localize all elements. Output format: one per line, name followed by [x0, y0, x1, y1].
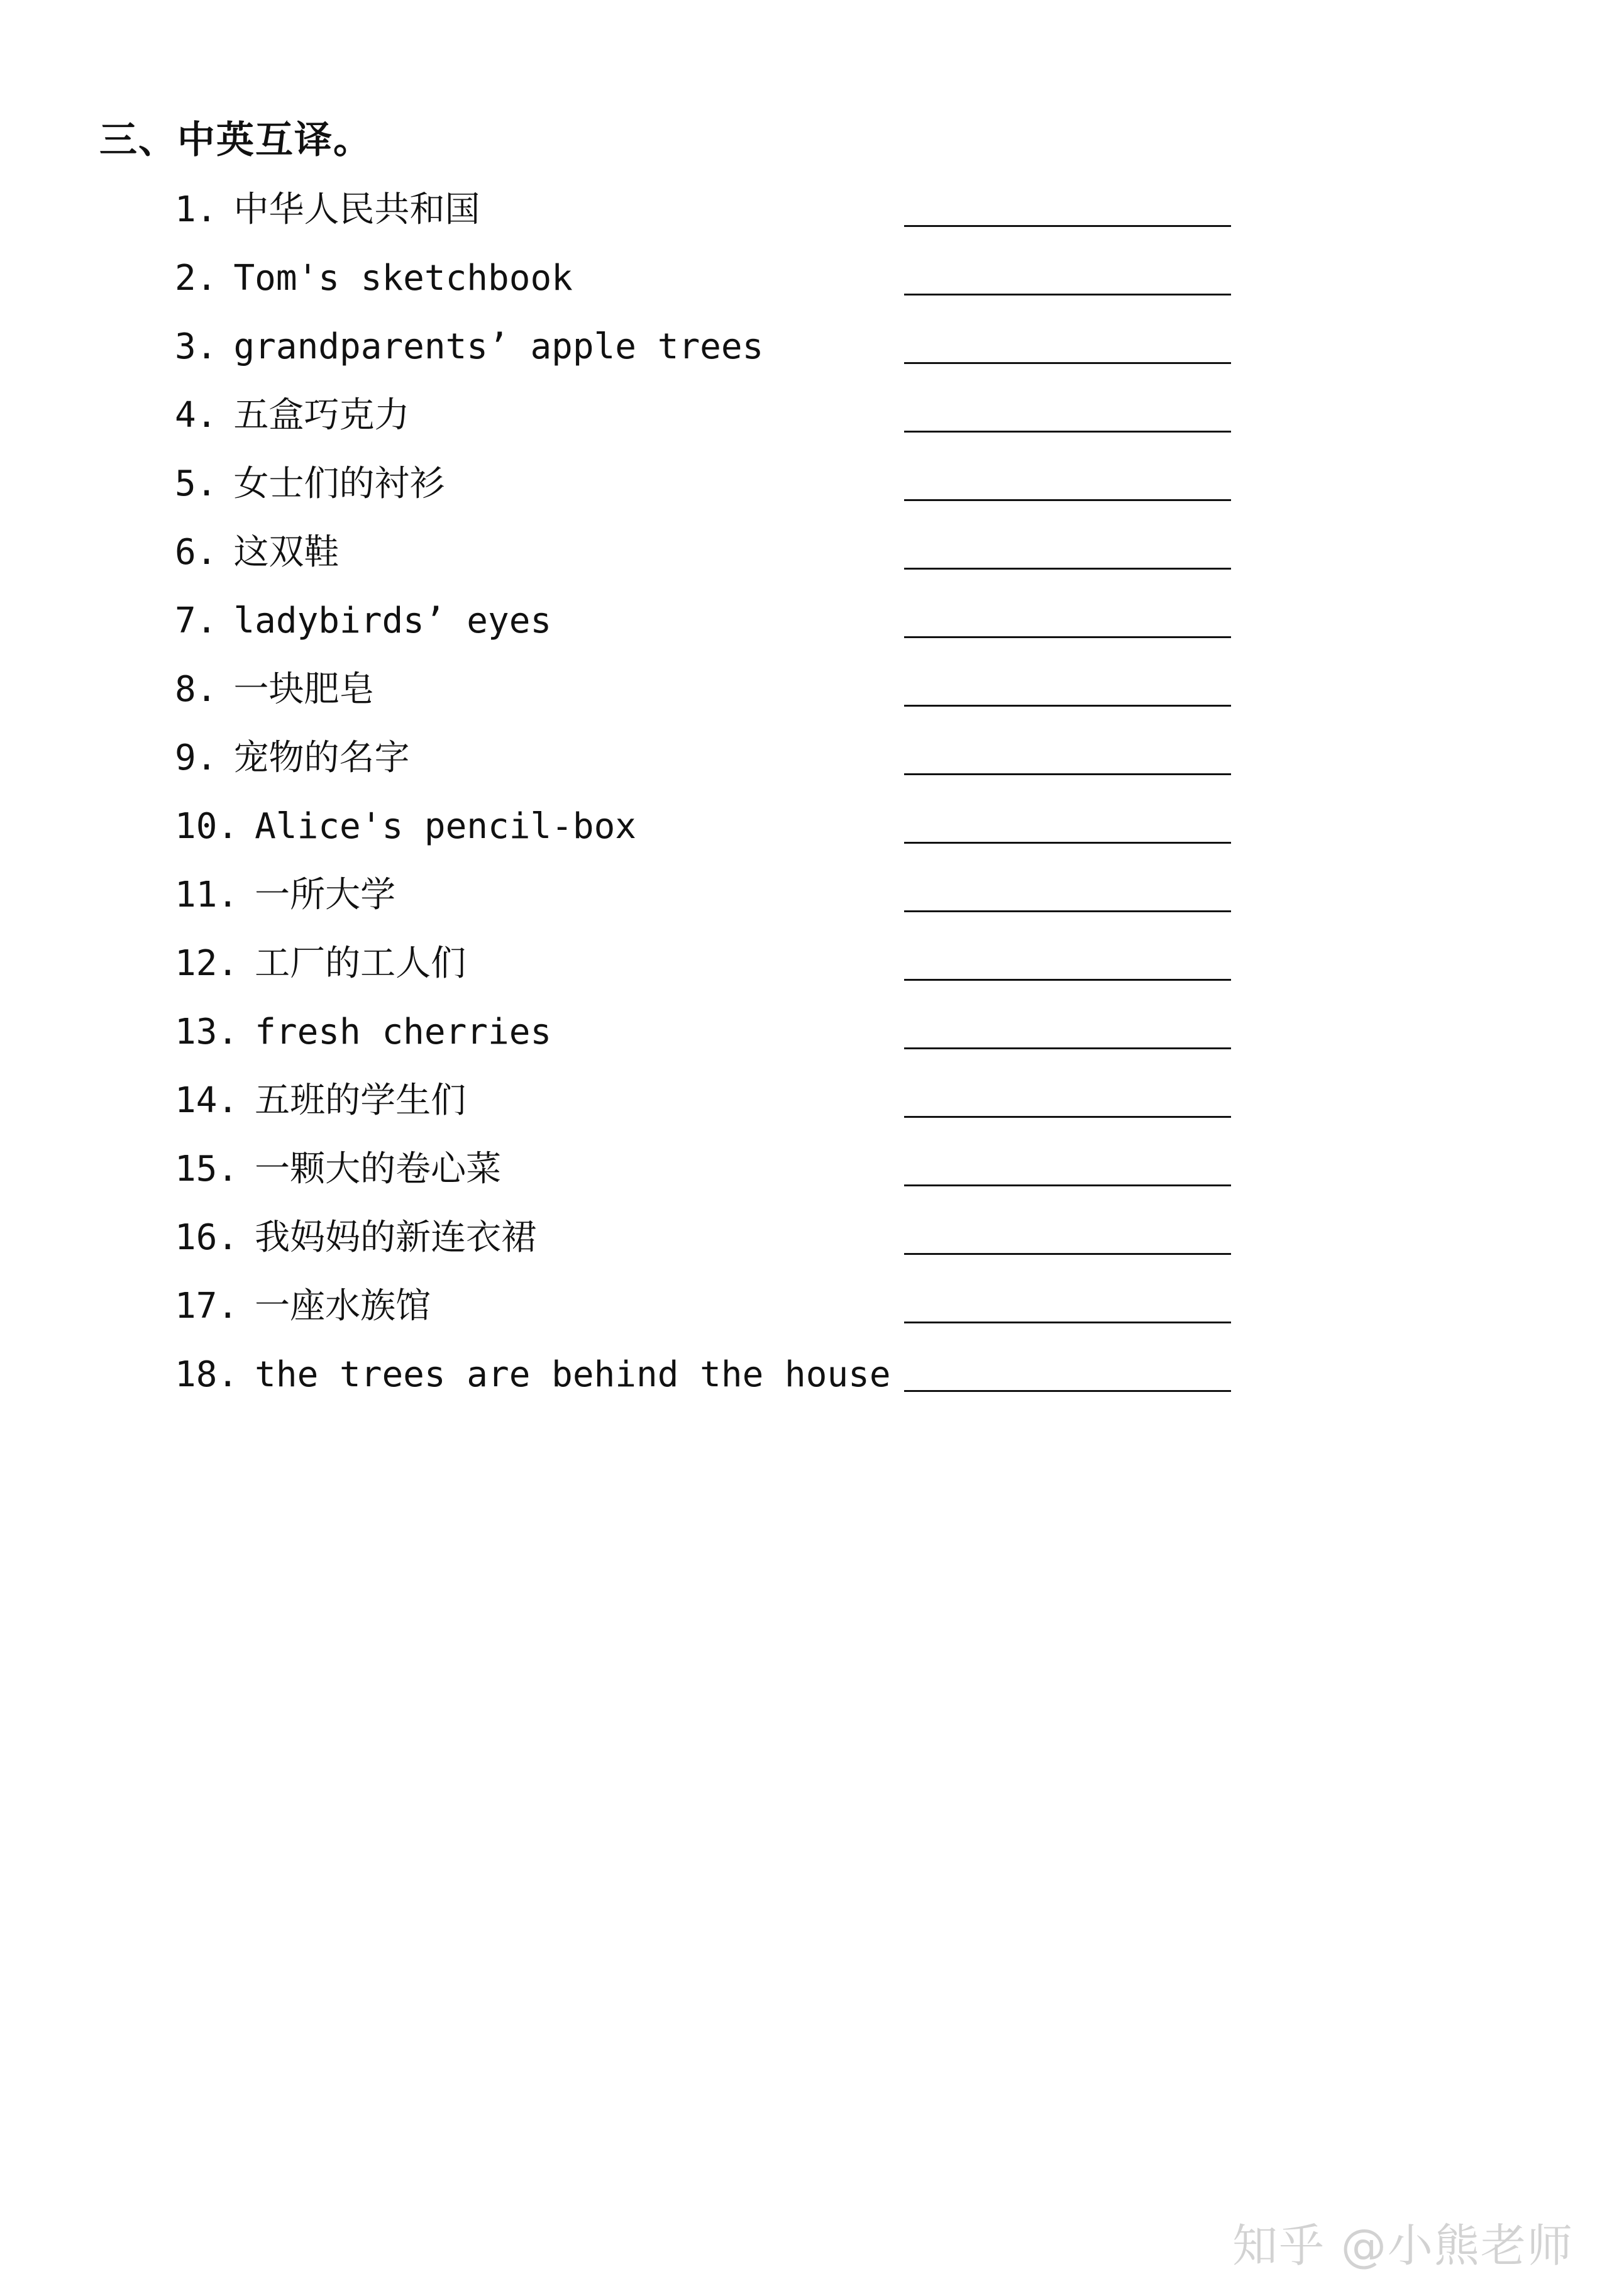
list-item — [175, 729, 1244, 798]
list-item — [175, 455, 1244, 524]
answer-blank[interactable] — [904, 910, 1231, 912]
item-prompt: 宠物的名字 — [233, 737, 410, 778]
item-prompt: 一块肥皂 — [233, 669, 375, 710]
watermark: 知乎 @小熊老师 — [1232, 2219, 1574, 2272]
item-number: 3. — [175, 326, 218, 367]
list-item — [175, 250, 1244, 318]
item-prompt: ladybirds’ eyes — [233, 600, 552, 641]
item-number: 1. — [175, 189, 218, 230]
answer-blank[interactable] — [904, 705, 1231, 707]
answer-blank[interactable] — [904, 1047, 1231, 1049]
item-number: 17. — [175, 1286, 239, 1327]
item-number: 14. — [175, 1080, 239, 1121]
item-number: 12. — [175, 943, 239, 984]
list-item — [175, 181, 1244, 250]
list-item — [175, 387, 1244, 455]
item-prompt: 一所大学 — [255, 875, 396, 915]
answer-blank[interactable] — [904, 773, 1231, 775]
item-prompt: 一颗大的卷心菜 — [255, 1149, 502, 1189]
answer-blank[interactable] — [904, 499, 1231, 501]
list-item — [175, 1140, 1244, 1209]
answer-blank[interactable] — [904, 842, 1231, 844]
item-prompt: 五盒巧克力 — [233, 395, 410, 436]
item-prompt: 一座水族馆 — [255, 1286, 431, 1327]
answer-blank[interactable] — [904, 1322, 1231, 1323]
answer-blank[interactable] — [904, 636, 1231, 638]
list-item — [175, 1003, 1244, 1072]
item-number: 6. — [175, 532, 218, 573]
answer-blank[interactable] — [904, 431, 1231, 433]
item-number: 16. — [175, 1217, 239, 1258]
list-item — [175, 1278, 1244, 1346]
section-title: 三、中英互译。 — [99, 118, 372, 162]
answer-blank[interactable] — [904, 225, 1231, 227]
list-item — [175, 1072, 1244, 1140]
item-prompt: 中华人民共和国 — [233, 189, 480, 230]
item-number: 4. — [175, 395, 218, 436]
item-prompt: fresh cherries — [255, 1012, 552, 1052]
item-prompt: 我妈妈的新连衣裙 — [255, 1217, 537, 1258]
item-prompt: 这双鞋 — [233, 532, 340, 573]
item-number: 18. — [175, 1354, 239, 1395]
item-number: 2. — [175, 258, 218, 299]
item-number: 11. — [175, 875, 239, 915]
item-prompt: the trees are behind the house — [255, 1354, 891, 1395]
list-item — [175, 661, 1244, 729]
item-number: 10. — [175, 806, 239, 847]
list-item — [175, 866, 1244, 935]
list-item — [175, 1346, 1244, 1415]
item-prompt: Tom's sketchbook — [233, 258, 573, 299]
item-prompt: grandparents’ apple trees — [233, 326, 764, 367]
answer-blank[interactable] — [904, 294, 1231, 295]
item-number: 7. — [175, 600, 218, 641]
list-item — [175, 1209, 1244, 1278]
item-number: 15. — [175, 1149, 239, 1189]
answer-blank[interactable] — [904, 362, 1231, 364]
item-number: 13. — [175, 1012, 239, 1052]
answer-blank[interactable] — [904, 1184, 1231, 1186]
item-number: 9. — [175, 737, 218, 778]
item-number: 8. — [175, 669, 218, 710]
answer-blank[interactable] — [904, 568, 1231, 570]
list-item — [175, 592, 1244, 661]
item-prompt: 五班的学生们 — [255, 1080, 467, 1121]
list-item — [175, 935, 1244, 1003]
answer-blank[interactable] — [904, 1253, 1231, 1255]
answer-blank[interactable] — [904, 979, 1231, 981]
answer-blank[interactable] — [904, 1116, 1231, 1118]
answer-blank[interactable] — [904, 1390, 1231, 1392]
item-number: 5. — [175, 463, 218, 504]
list-item — [175, 798, 1244, 866]
list-item — [175, 524, 1244, 592]
item-prompt: 工厂的工人们 — [255, 943, 467, 984]
list-item — [175, 318, 1244, 387]
item-prompt: Alice's pencil-box — [255, 806, 637, 847]
item-prompt: 女士们的衬衫 — [233, 463, 445, 504]
translation-item-list — [175, 181, 1244, 1415]
